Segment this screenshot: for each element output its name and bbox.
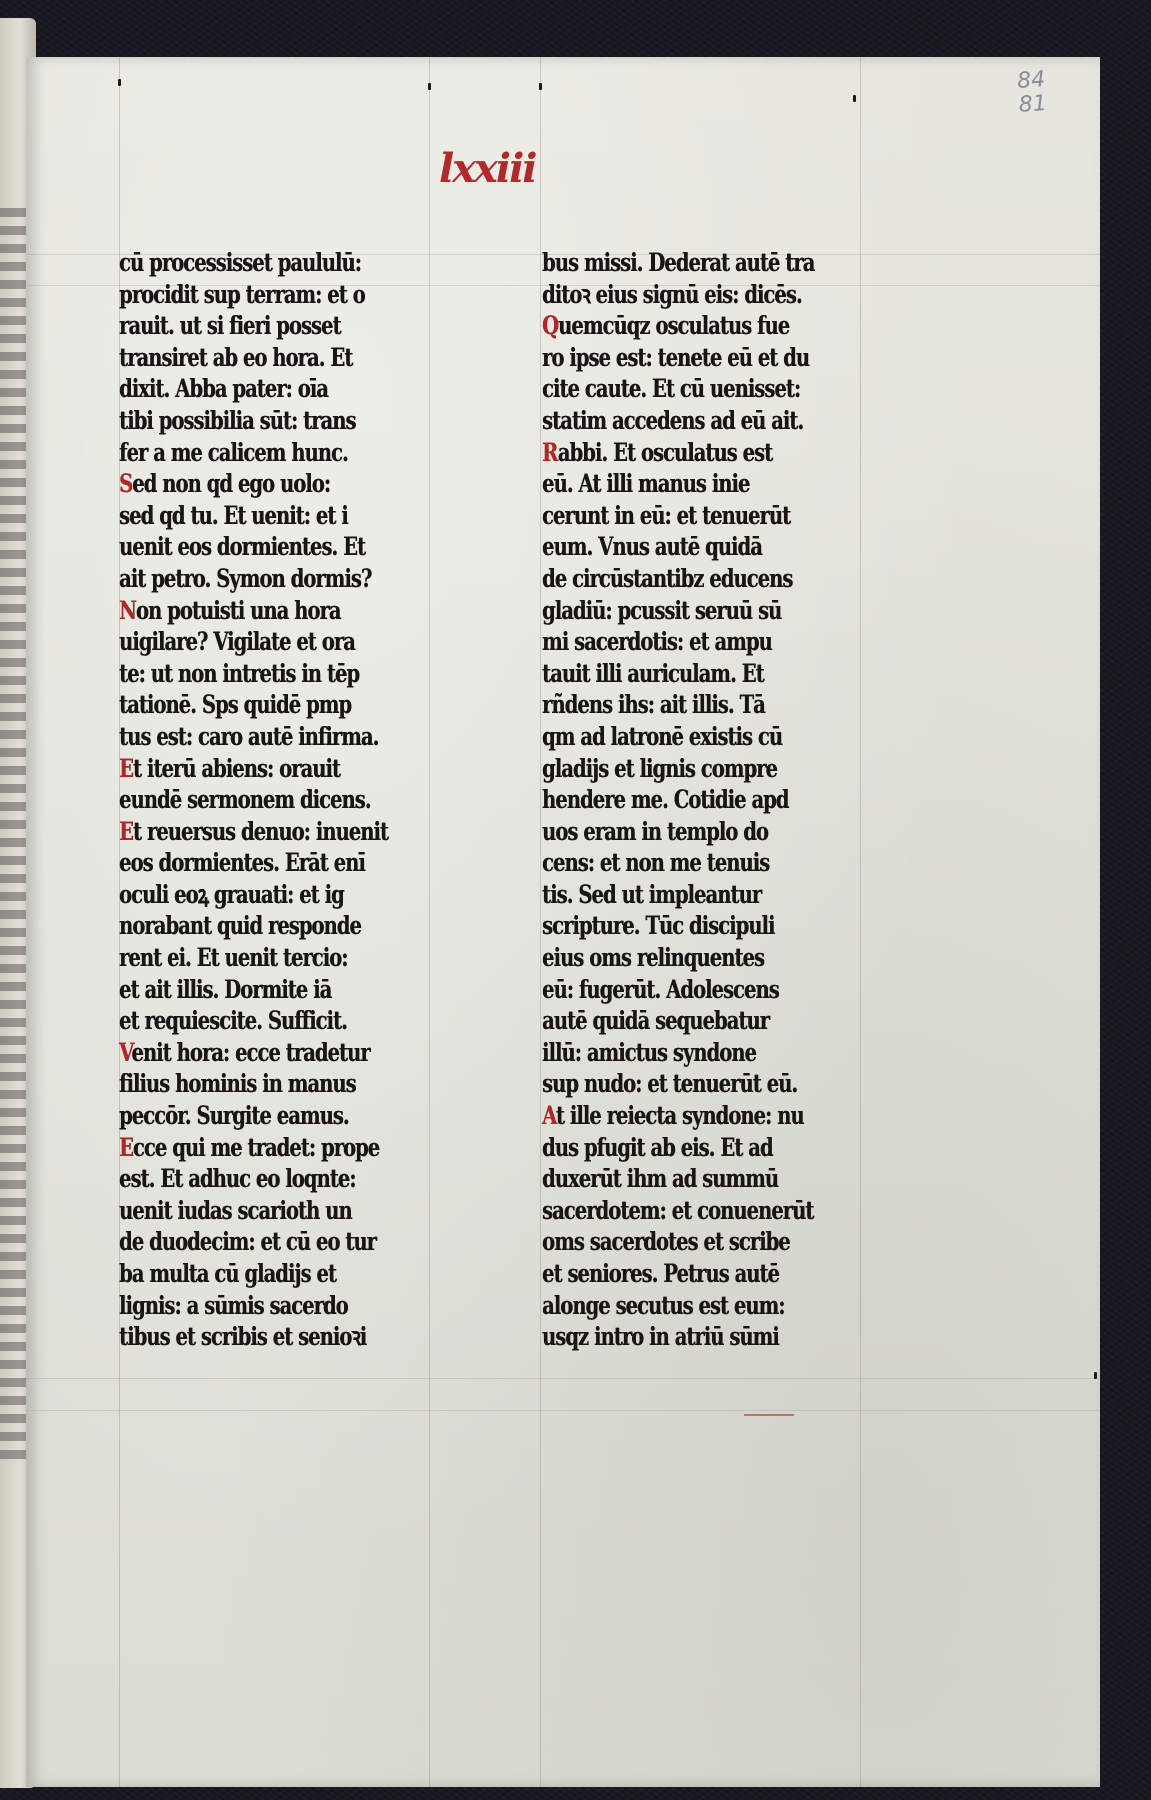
text-line: oculi eoꝝ grauati: et ig [119, 879, 344, 909]
text-line: cens: et non me tenuis [542, 848, 770, 878]
text-line: Non potuisti una hora [119, 595, 341, 625]
text-line: ro ipse est: tenete eū et du [542, 342, 810, 372]
text-line: norabant quid responde [119, 911, 361, 941]
text-line: filius hominis in manus [119, 1069, 356, 1099]
text-line: cū processisset paululū: [119, 248, 361, 277]
text-line: et ait illis. Dormite iā [119, 974, 332, 1004]
text-line: Quemcūqz osculatus fue [542, 311, 790, 341]
prick-mark [853, 95, 856, 102]
text-line: tibus et scribis et senioꝛi [119, 1322, 367, 1352]
prick-mark [428, 83, 431, 90]
text-line: ba multa cū gladijs et [119, 1259, 336, 1288]
text-line: eū: fugerūt. Adolescens [542, 974, 779, 1004]
text-line: eum. Vnus autē quidā [542, 532, 762, 562]
prick-mark [118, 79, 121, 86]
show-through-text [0, 208, 28, 1468]
text-line: cite caute. Et cū uenisset: [542, 374, 801, 404]
folio-number [1016, 68, 1047, 118]
text-line: At ille reiecta syndone: nu [542, 1101, 804, 1131]
text-line: lignis: a sūmis sacerdo [119, 1290, 348, 1320]
text-line: alonge secutus est eum: [542, 1290, 785, 1320]
text-line: rauit. ut si fieri posset [119, 311, 341, 341]
text-line: usqz intro in atriū sūmi [542, 1322, 779, 1352]
text-line: oms sacerdotes et scribe [542, 1227, 790, 1257]
prick-mark [1094, 1372, 1097, 1379]
text-line: de duodecim: et cū eo tur [119, 1227, 376, 1257]
text-line: ditoꝛ eius signū eis: dicēs. [542, 279, 802, 309]
text-line: te: ut non intretis in tēp [119, 658, 360, 688]
text-line: Venit hora: ecce tradetur [119, 1037, 370, 1067]
text-line: tibi possibilia sūt: trans [119, 405, 356, 435]
text-line: eos dormientes. Erāt enī [119, 848, 365, 878]
text-line: Et iterū abiens: orauit [119, 753, 340, 783]
text-line: ait petro. Symon dormis? [119, 563, 372, 593]
text-line: Sed non qd ego uolo: [119, 469, 331, 499]
prick-mark [539, 83, 542, 90]
text-line: Rabbi. Et osculatus est [542, 437, 773, 467]
text-line: autē quidā sequebatur [542, 1006, 769, 1036]
text-line: rent ei. Et uenit tercio: [119, 943, 348, 973]
text-line: tationē. Sps quidē pmp [119, 690, 352, 720]
text-line: eundē sermonem dicens. [119, 785, 371, 815]
text-line: scripture. Tūc discipuli [542, 911, 775, 941]
text-line: tus est: caro autē infirma. [119, 721, 379, 751]
ruling-line [26, 1378, 1100, 1379]
folio-number-upper: 84 [1016, 67, 1046, 94]
text-line: est. Et adhuc eo loqnte: [119, 1164, 356, 1194]
text-line: uos eram in templo do [542, 816, 768, 846]
text-line: uenit iudas scarioth un [119, 1195, 352, 1225]
text-line: statim accedens ad eū ait. [542, 405, 804, 435]
text-column-right [542, 247, 862, 1353]
text-line: uenit eos dormientes. Et [119, 532, 366, 562]
folio-number-lower: 81 [1017, 91, 1048, 118]
text-line: gladiū: pcussit seruū sū [542, 595, 782, 625]
text-line: mi sacerdotis: et ampu [542, 627, 772, 657]
text-line: uigilare? Vigilate et ora [119, 627, 355, 657]
text-line: tauit illi auriculam. Et [542, 658, 764, 688]
ruling-line [26, 1410, 1100, 1411]
text-line: de circūstantibz educens [542, 563, 793, 593]
text-line: cerunt in eū: et tenuerūt [542, 500, 791, 530]
text-line: eū. At illi manus inie [542, 469, 750, 499]
text-line: Et reuersus denuo: inuenit [119, 816, 388, 846]
running-head: lxxiii [439, 145, 536, 192]
ruling-line [540, 57, 541, 1787]
text-line: dus pfugit ab eis. Et ad [542, 1132, 773, 1162]
text-line: et requiescite. Sufficit. [119, 1006, 347, 1036]
text-line: eius oms relinquentes [542, 943, 764, 973]
text-line: Ecce qui me tradet: prope [119, 1132, 380, 1162]
text-line: fer a me calicem hunc. [119, 437, 348, 467]
text-line: procidit sup terram: et o [119, 279, 365, 309]
manuscript-leaf [26, 57, 1100, 1787]
text-line: bus missi. Dederat autē tra [542, 248, 815, 277]
text-line: et seniores. Petrus autē [542, 1259, 779, 1288]
text-line: dixit. Abba pater: oīa [119, 374, 328, 404]
text-line: peccōr. Surgite eamus. [119, 1101, 349, 1131]
text-line: sup nudo: et tenuerūt eū. [542, 1069, 798, 1099]
text-line: rñdens ihs: ait illis. Tā [542, 690, 765, 720]
text-line: hendere me. Cotidie apd [542, 785, 789, 815]
text-line: illū: amictus syndone [542, 1037, 756, 1067]
text-line: transiret ab eo hora. Et [119, 342, 353, 372]
text-line: sacerdotem: et conuenerūt [542, 1195, 814, 1225]
text-line: tis. Sed ut impleantur [542, 879, 762, 909]
text-line: qm ad latronē existis cū [542, 721, 783, 751]
rubric-flourish [744, 1414, 794, 1416]
text-line: duxerūt ihm ad summū [542, 1164, 779, 1194]
text-column-left [119, 247, 439, 1353]
text-line: gladijs et lignis compre [542, 753, 777, 783]
text-line: sed qd tu. Et uenit: et i [119, 500, 348, 530]
